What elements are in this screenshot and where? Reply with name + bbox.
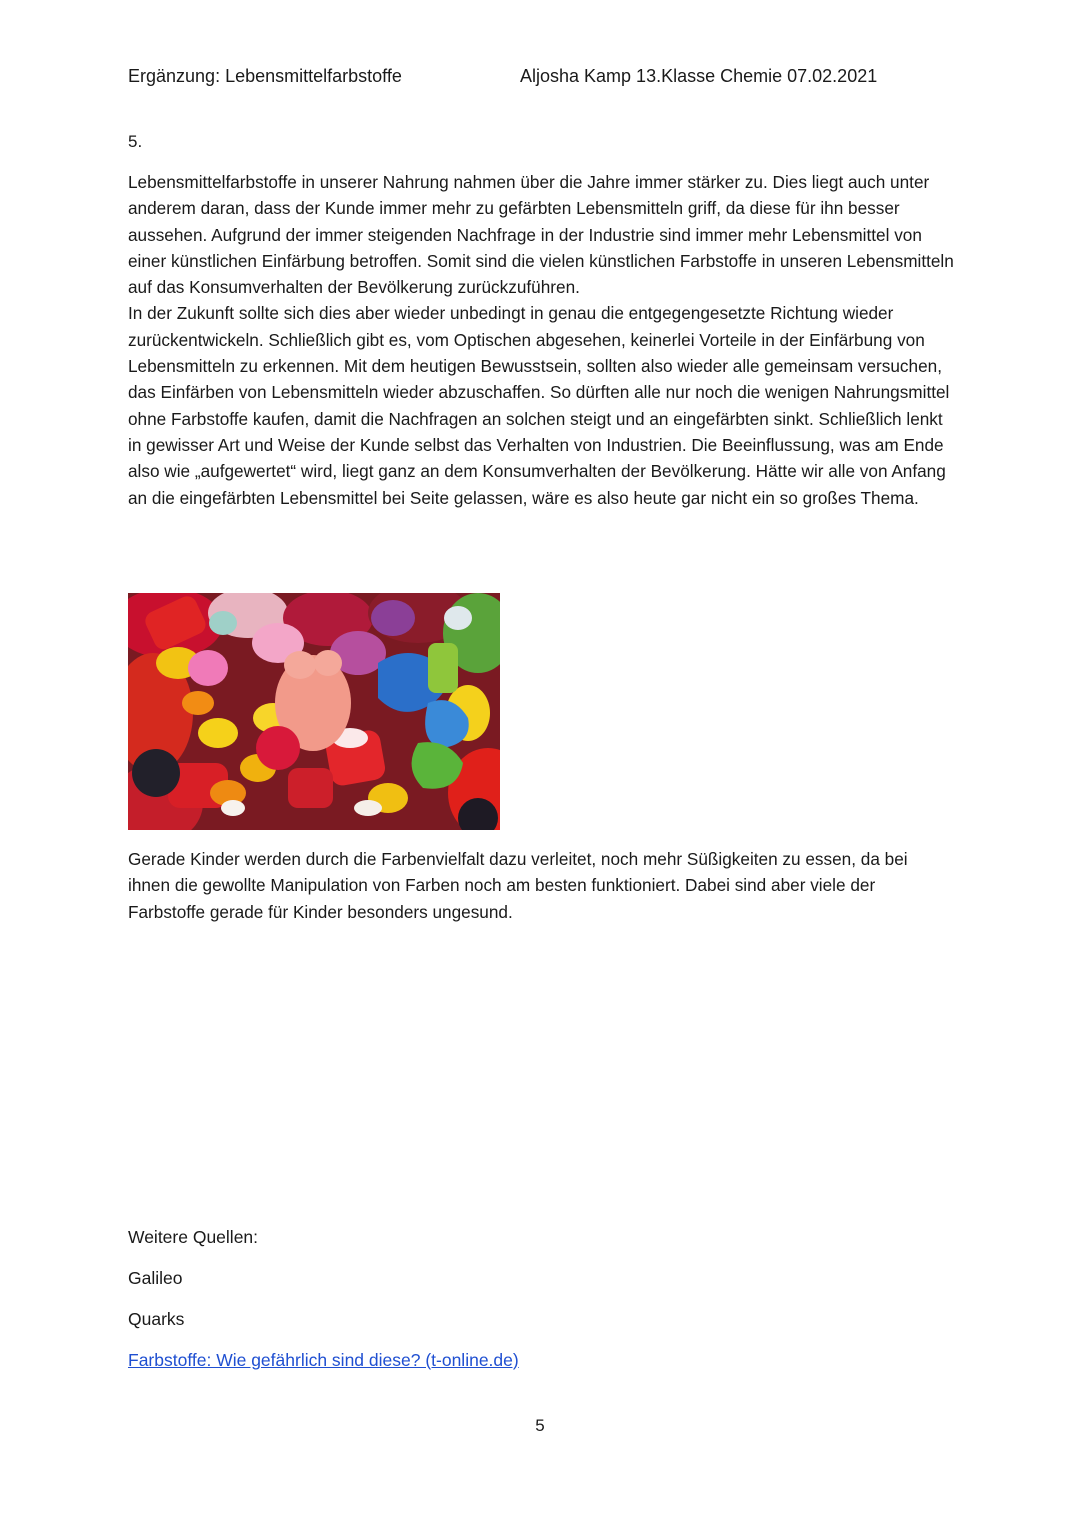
paragraph-1: Lebensmittelfarbstoffe in unserer Nahrung nahmen über die Jahre immer stärker zu. Dies liegt auch unter anderem daran, dass der Kunde immer mehr zu gefärbten Lebensmitteln griff, da diese für ihn besser aussehen. Aufgrund der immer steigenden Nachfrage in der Industrie sind immer mehr Lebensmittel von einer künstlichen Einfärbung betroffen. Somit sind die vielen künstlichen Farbstoffe in unseren Lebensmitteln auf das Konsumverhalten der Bevölkerung zurückzuführen. xyxy=(128,172,954,298)
candy-photo-graphic xyxy=(128,593,500,830)
paragraph-2: In der Zukunft sollte sich dies aber wieder unbedingt in genau die entgegengesetzte Richtung wieder zurückentwickeln. Schließlich gibt es, vom Optischen abgesehen, keinerlei Vorteile in der Einfärbung von Lebensmitteln zu erkennen. Mit dem heutigen Bewusstsein, sollten also wieder alle gemeinsam versuchen, das Einfärben von Lebensmitteln wieder abzuschaffen. So dürften alle nur noch die wenigen Nahrungsmittel ohne Farbstoffe kaufen, damit die Nachfragen an solchen steigt und an eingefärbten sinkt. Schließlich lenkt in gewisser Art und Weise der Kunde selbst das Verhalten von Industrien. Die Beeinflussung, was am Ende also wie „aufgewertet“ wird, liegt ganz an dem Konsumverhalten der Bevölkerung. Hätte wir alle von Anfang an die eingefärbten Lebensmittel bei Seite gelassen, wäre es also heute gar nicht ein so großes Thema. xyxy=(128,303,950,508)
source-item: Galileo xyxy=(128,1268,183,1288)
image-caption: Gerade Kinder werden durch die Farbenvielfalt dazu verleitet, noch mehr Süßigkeiten zu essen, da bei ihnen die gewollte Manipulation von Farben noch am besten funktioniert. Dabei sind aber viele der Farbstoffe gerade für Kinder besonders ungesund. xyxy=(128,849,908,922)
body-text xyxy=(128,169,954,511)
header-author-info: Aljosha Kamp 13.Klasse Chemie 07.02.2021 xyxy=(520,66,878,86)
section-number: 5. xyxy=(128,132,143,151)
page-number: 5 xyxy=(535,1416,545,1435)
sources-heading: Weitere Quellen: xyxy=(128,1227,259,1247)
candy-photo xyxy=(128,593,500,830)
source-link[interactable]: Farbstoffe: Wie gefährlich sind diese? (t-online.de) xyxy=(128,1350,519,1370)
sources-section xyxy=(128,1225,519,1389)
source-item: Quarks xyxy=(128,1309,185,1329)
header-title: Ergänzung: Lebensmittelfarbstoffe xyxy=(128,66,402,86)
